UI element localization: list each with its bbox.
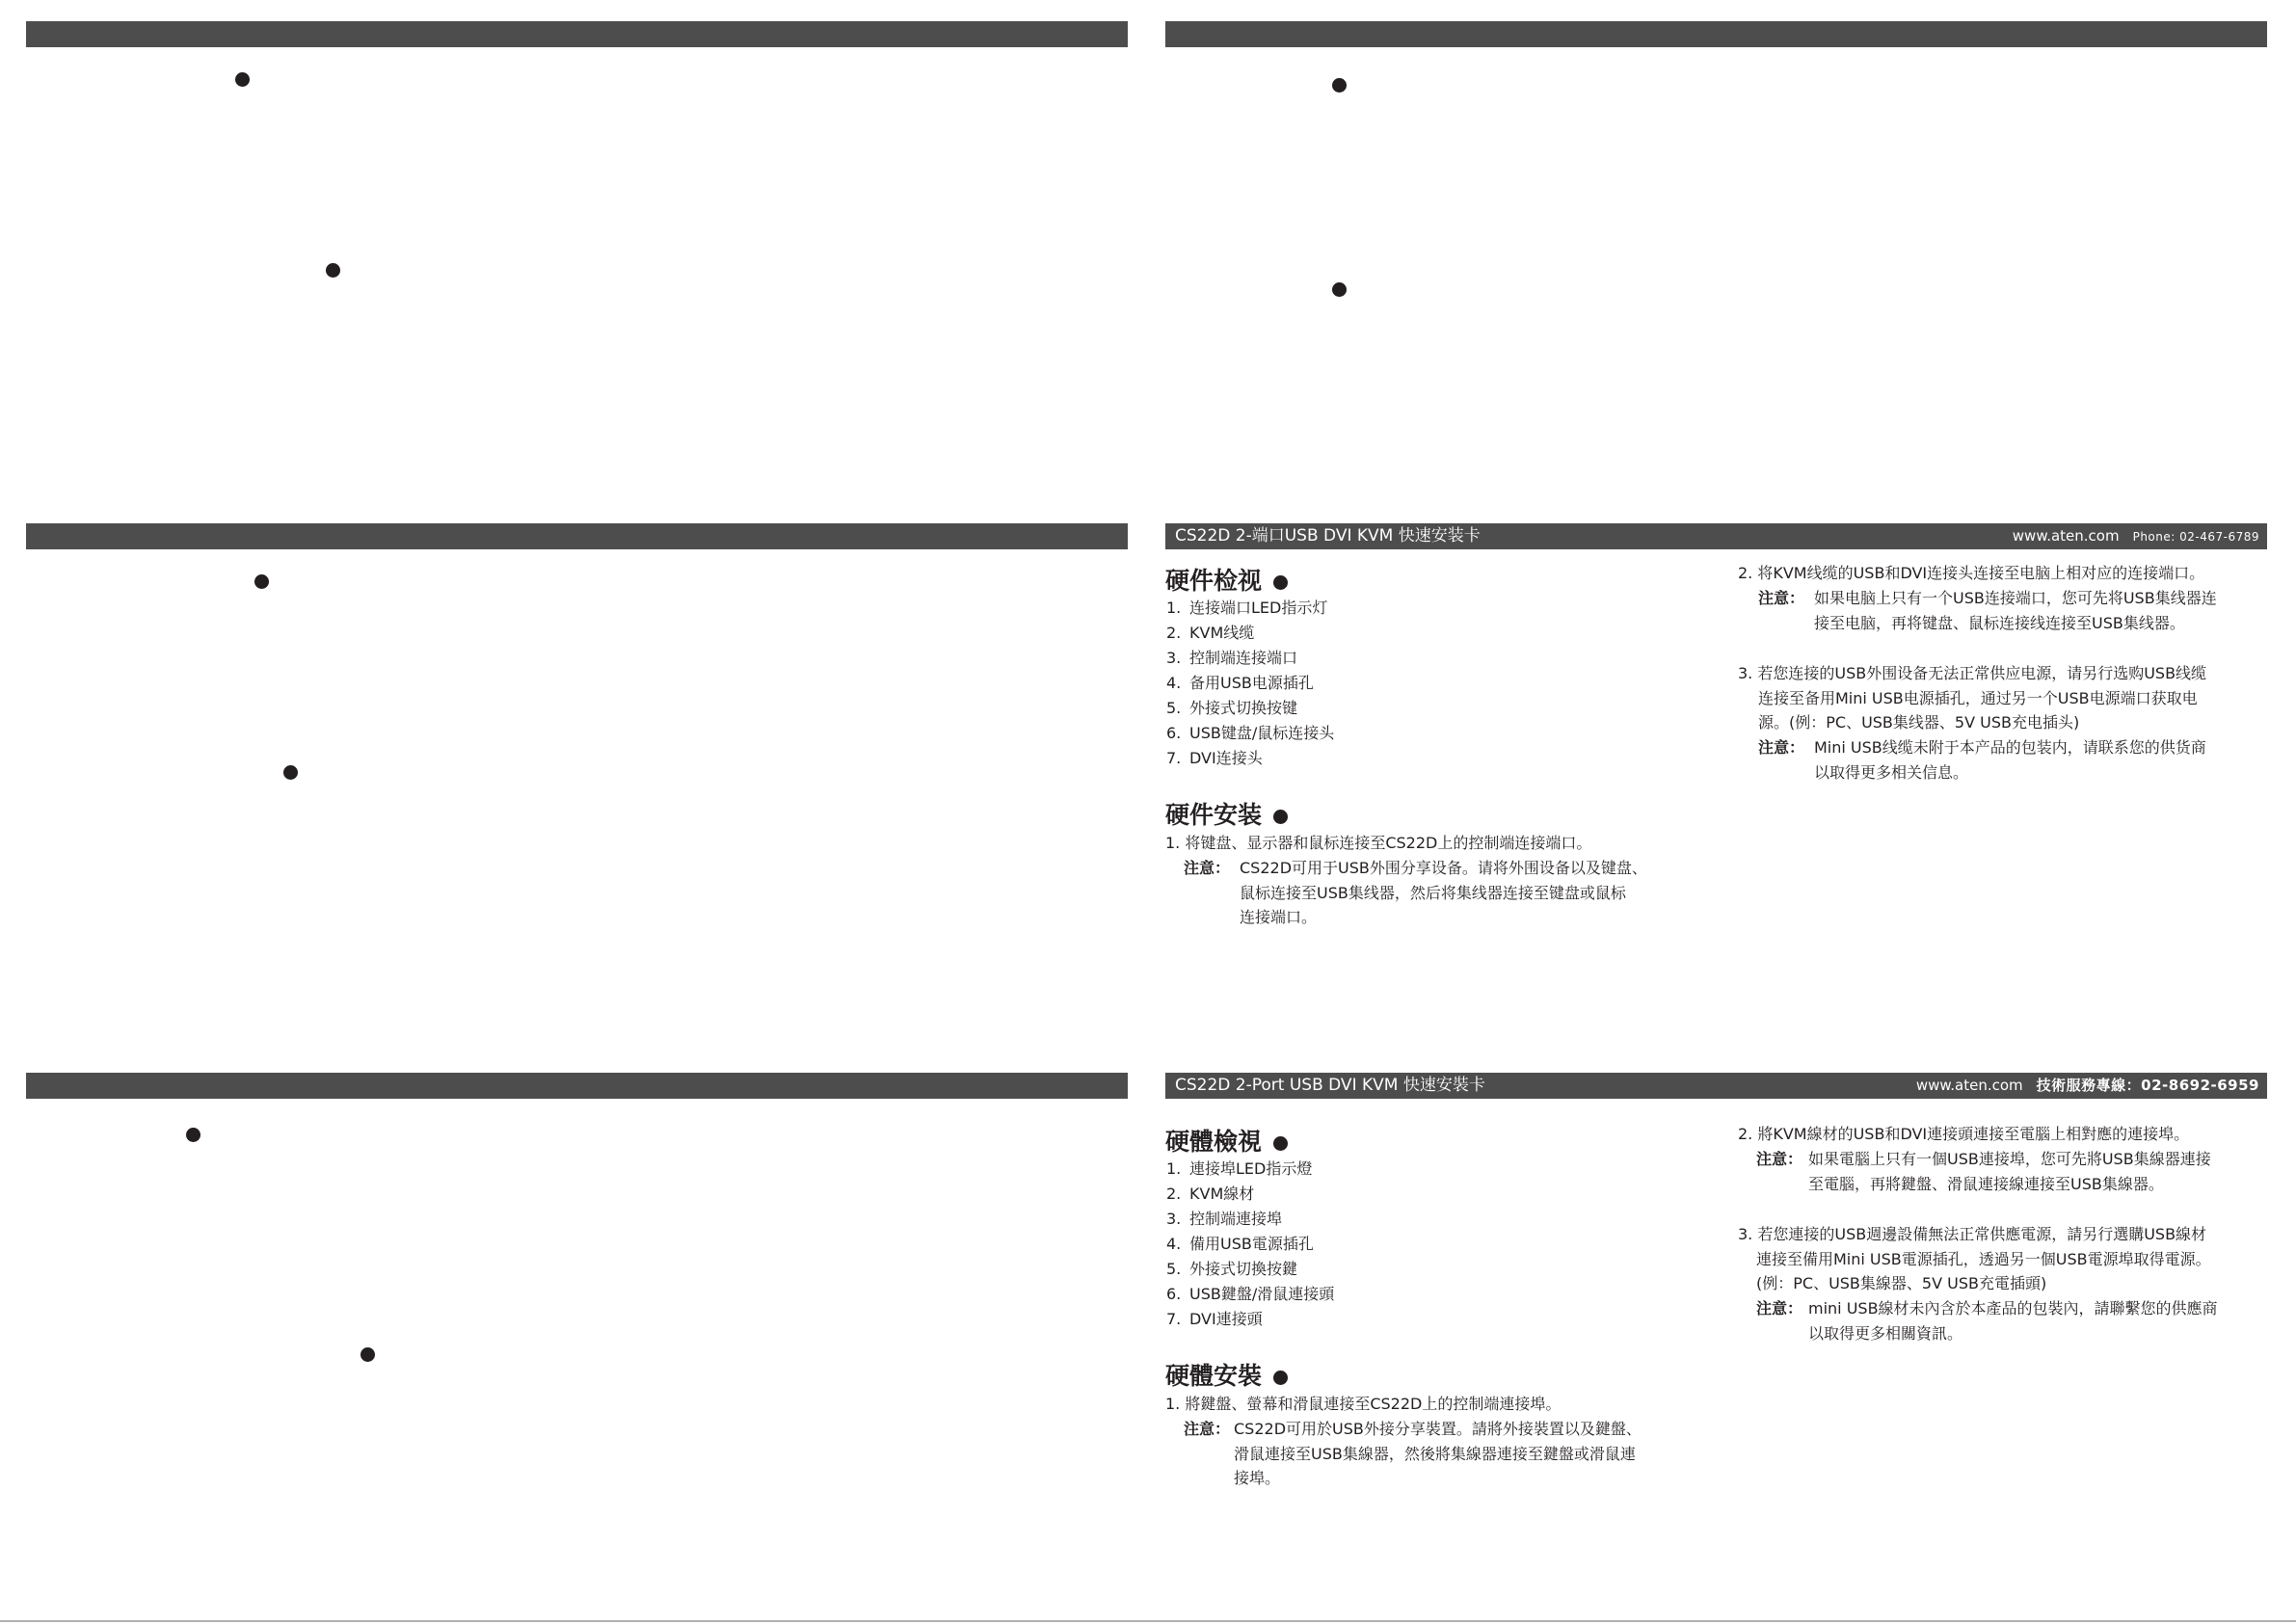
list-item: 2. KVM线缆 [1166,624,1255,642]
bullet-dot [235,72,250,87]
bullet-dot [1332,78,1347,93]
title-bullet-dot [1273,1136,1288,1151]
tc-install-step2: 2. 將KVM線材的USB和DVI連接頭連接至電腦上相對應的連接埠。 [1738,1125,2190,1143]
note-label: 注意： [1758,738,1805,757]
sc-install-step3: 3. 若您连接的USB外围设备无法正常供应电源，请另行选购USB线缆 连接至备用Mini USB电源插孔，通过另一个USB电源端口获取电 源。(例：PC、USB集线器、5V USB充电插头) [1738,664,2207,732]
sc-hardware-review-list [1166,596,1334,771]
title-bullet-dot [1273,810,1288,824]
bullet-dot [283,765,298,780]
note-label: 注意： [1758,589,1805,607]
tc-hardware-install-title: 硬體安裝 [1165,1357,1288,1392]
header-bar-left-bottom [26,1073,1128,1099]
list-item: 3. 控制端連接埠 [1166,1210,1283,1228]
list-item: 2. KVM線材 [1166,1185,1255,1203]
list-item: 4. 備用USB電源插孔 [1166,1235,1314,1253]
tc-install-step3: 3. 若您連接的USB週邊設備無法正常供應電源，請另行選購USB線材 連接至備用Mini USB電源插孔，透過另一個USB電源埠取得電源。 (例：PC、USB集線器、5V USB充電插頭) [1738,1225,2211,1292]
sc-install-note1: 注意： CS22D可用于USB外围分享设备。请将外围设备以及键盘、 鼠标连接至USB集线器，然后将集线器连接至键盘或鼠标 连接端口。 [1184,856,1647,930]
list-item: 1. 连接端口LED指示灯 [1166,599,1328,617]
list-item: 5. 外接式切换按键 [1166,699,1298,717]
header-bar-right-top [1165,21,2267,47]
bullet-dot [1332,282,1347,297]
list-item: 7. DVI連接頭 [1166,1310,1263,1328]
sc-hardware-review-title: 硬件检视 [1165,562,1288,597]
list-item: 1. 連接埠LED指示燈 [1166,1159,1313,1178]
sc-header-contact [2013,523,2259,549]
title-bullet-dot [1273,575,1288,590]
sc-phone: Phone: 02-467-6789 [2132,530,2259,544]
note-label: 注意： [1184,1420,1231,1438]
tc-header-contact [1916,1073,2259,1099]
sc-install-step1: 1. 将键盘、显示器和鼠标连接至CS22D上的控制端连接端口。 [1165,834,1592,852]
sc-header-title: CS22D 2-端口USB DVI KVM 快速安装卡 [1175,526,1481,546]
list-item: 3. 控制端连接端口 [1166,649,1298,667]
tc-install-note1: 注意： CS22D可用於USB外接分享裝置。請將外接裝置以及鍵盤、 滑鼠連接至USB集線器，然後將集線器連接至鍵盤或滑鼠連 接埠。 [1184,1417,1642,1491]
sc-hardware-install-title: 硬件安装 [1165,796,1288,831]
page-bottom-edge [0,1620,2296,1622]
sc-install-note2: 注意： 如果电脑上只有一个USB连接端口，您可先将USB集线器连 接至电脑，再将键盘、鼠标连接线连接至USB集线器。 [1758,586,2217,635]
sc-install-step2: 2. 将KVM线缆的USB和DVI连接头连接至电脑上相对应的连接端口。 [1738,564,2205,582]
list-item: 7. DVI连接头 [1166,749,1263,767]
note-label: 注意： [1184,859,1231,877]
note-label: 注意： [1756,1299,1803,1318]
list-item: 6. USB键盘/鼠标连接头 [1166,724,1335,742]
bullet-dot [360,1347,375,1362]
header-bar-tc [1165,1073,2267,1099]
tc-hardware-review-title: 硬體檢視 [1165,1123,1288,1158]
tc-website: www.aten.com [1915,1077,2023,1094]
header-bar-left-top [26,21,1128,47]
tc-header-title: CS22D 2-Port USB DVI KVM 快速安裝卡 [1175,1076,1485,1095]
tc-install-note2: 注意： 如果電腦上只有一個USB連接埠，您可先將USB集線器連接 至電腦，再將鍵盤、滑鼠連接線連接至USB集線器。 [1756,1147,2211,1196]
tc-hardware-review-list [1166,1157,1334,1332]
sc-website: www.aten.com [2012,527,2120,545]
note-label: 注意： [1756,1150,1803,1168]
bullet-dot [254,574,269,589]
header-bar-sc [1165,523,2267,549]
tc-install-note3: 注意： mini USB線材未內含於本產品的包裝內，請聯繫您的供應商 以取得更多相關資訊。 [1756,1296,2218,1345]
list-item: 4. 备用USB电源插孔 [1166,674,1314,692]
bullet-dot [186,1128,200,1142]
title-bullet-dot [1273,1371,1288,1385]
list-item: 6. USB鍵盤/滑鼠連接頭 [1166,1285,1335,1303]
tc-install-step1: 1. 將鍵盤、螢幕和滑鼠連接至CS22D上的控制端連接埠。 [1165,1395,1562,1413]
list-item: 5. 外接式切換按鍵 [1166,1260,1298,1278]
tc-phone: 技術服務專線：02-8692-6959 [2036,1077,2259,1094]
sc-install-note3: 注意： Mini USB线缆未附于本产品的包装内，请联系您的供货商 以取得更多相关信息。 [1758,735,2206,785]
header-bar-left-middle [26,523,1128,549]
bullet-dot [326,263,340,278]
